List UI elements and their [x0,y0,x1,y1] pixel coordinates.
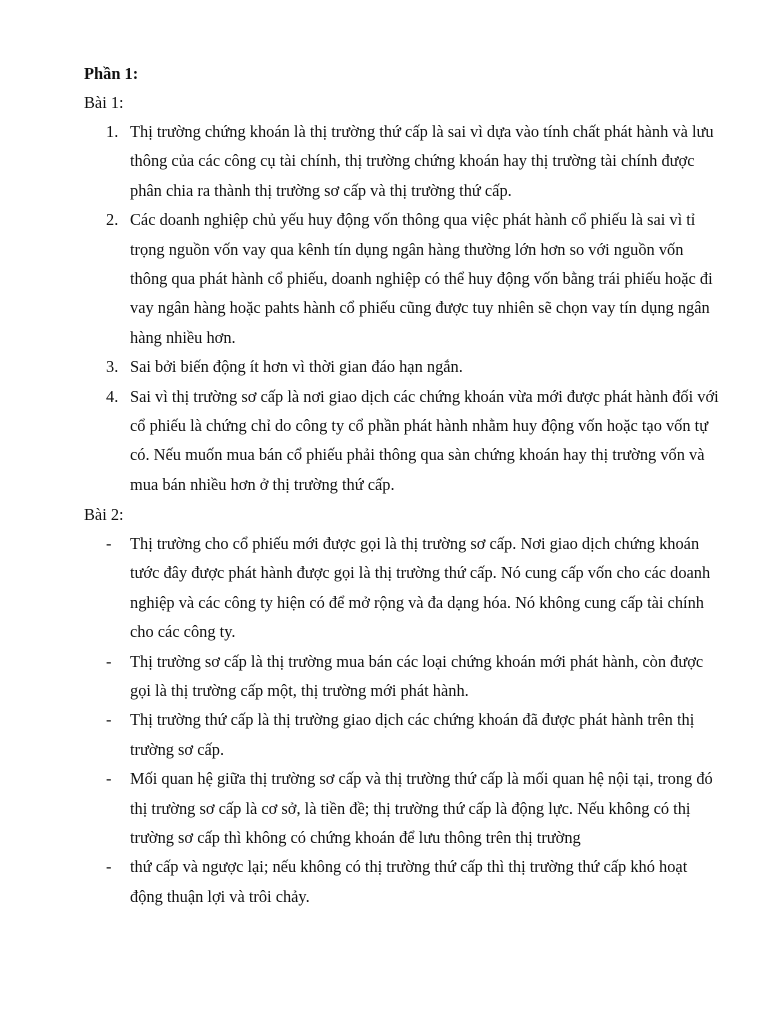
exercise1-list [0,117,722,499]
exercise2-list [0,529,722,911]
list-item-text: Thị trường thứ cấp là thị trường giao dịch các chứng khoán đã được phát hành trên thị trường sơ cấp. [130,710,695,759]
list-item-text: Sai vì thị trường sơ cấp là nơi giao dịch các chứng khoán vừa mới được phát hành đối với cổ phiếu là chứng chỉ do công ty cổ phần phát hành nhằm huy động vốn hoặc tạo vốn tự có. Nếu muốn mua bán cổ phiếu phải thông qua sàn chứng khoán hay thị trường vốn và mua bán nhiều hơn ở thị trường thứ cấp. [130,386,719,494]
list-number: 4. [106,386,119,406]
list-item [106,117,722,205]
list-item [106,647,722,706]
list-item [106,529,722,647]
list-item-text: Mối quan hệ giữa thị trường sơ cấp và thị trường thứ cấp là mối quan hệ nội tại, trong đó thị trường sơ cấp là cơ sở, là tiền đề; thị trường thứ cấp là động lực. Nếu không có thị trường sơ cấp thì không có chứng khoán để lưu thông trên thị trường [130,769,713,848]
exercise1-title: Bài 1: [84,93,124,112]
list-number: 1. [106,122,119,141]
list-item [106,705,722,764]
list-item-text: Thị trường cho cổ phiếu mới được gọi là thị trường sơ cấp. Nơi giao dịch chứng khoán tước đây được phát hành được gọi là thị trường thứ cấp. Nó cung cấp vốn cho các doanh nghiệp và các công ty hiện có để mở rộng và đa dạng hóa. Nó không cung cấp tài chính cho các công ty. [130,534,711,642]
dash-bullet: - [106,651,112,671]
exercise2-title: Bài 2: [84,505,124,524]
list-item-text: thứ cấp và ngược lại; nếu không có thị trường thứ cấp thì thị trường thứ cấp khó hoạt động thuận lợi và trôi chảy. [130,857,688,906]
list-item [106,205,722,352]
dash-bullet: - [106,710,112,730]
dash-bullet: - [106,857,112,877]
list-item-text: Các doanh nghiệp chủ yếu huy động vốn thông qua việc phát hành cổ phiếu là sai vì tỉ trọng nguồn vốn vay qua kênh tín dụng ngân hàng thường lớn hơn so với nguồn vốn thông qua phát hành cổ phiếu, doanh nghiệp có thể huy động vốn bằng trái phiếu hoặc đi vay ngân hàng hoặc pahts hành cổ phiếu cũng được tuy nhiên sẽ chọn vay tín dụng ngân hàng nhiều hơn. [130,210,713,347]
list-item [106,764,722,852]
list-item-text: Sai bởi biến động ít hơn vì thời gian đáo hạn ngắn. [130,357,463,377]
list-item-text: Thị trường sơ cấp là thị trường mua bán các loại chứng khoán mới phát hành, còn được gọi là thị trường cấp một, thị trường mới phát hành. [130,651,704,701]
list-item [106,852,722,911]
list-number: 2. [106,210,119,230]
list-item [106,382,722,500]
list-item-text: Thị trường chứng khoán là thị trường thứ cấp là sai vì dựa vào tính chất phát hành và lưu thông của các công cụ tài chính, thị trường chứng khoán hay thị trường tài chính được phân chia ra thành thị trường sơ cấp và thị trường thứ cấp. [130,122,714,200]
list-item [106,352,722,381]
dash-bullet: - [106,534,112,553]
part-title: Phần 1: [84,64,139,83]
list-number: 3. [106,357,119,377]
dash-bullet: - [106,769,112,789]
